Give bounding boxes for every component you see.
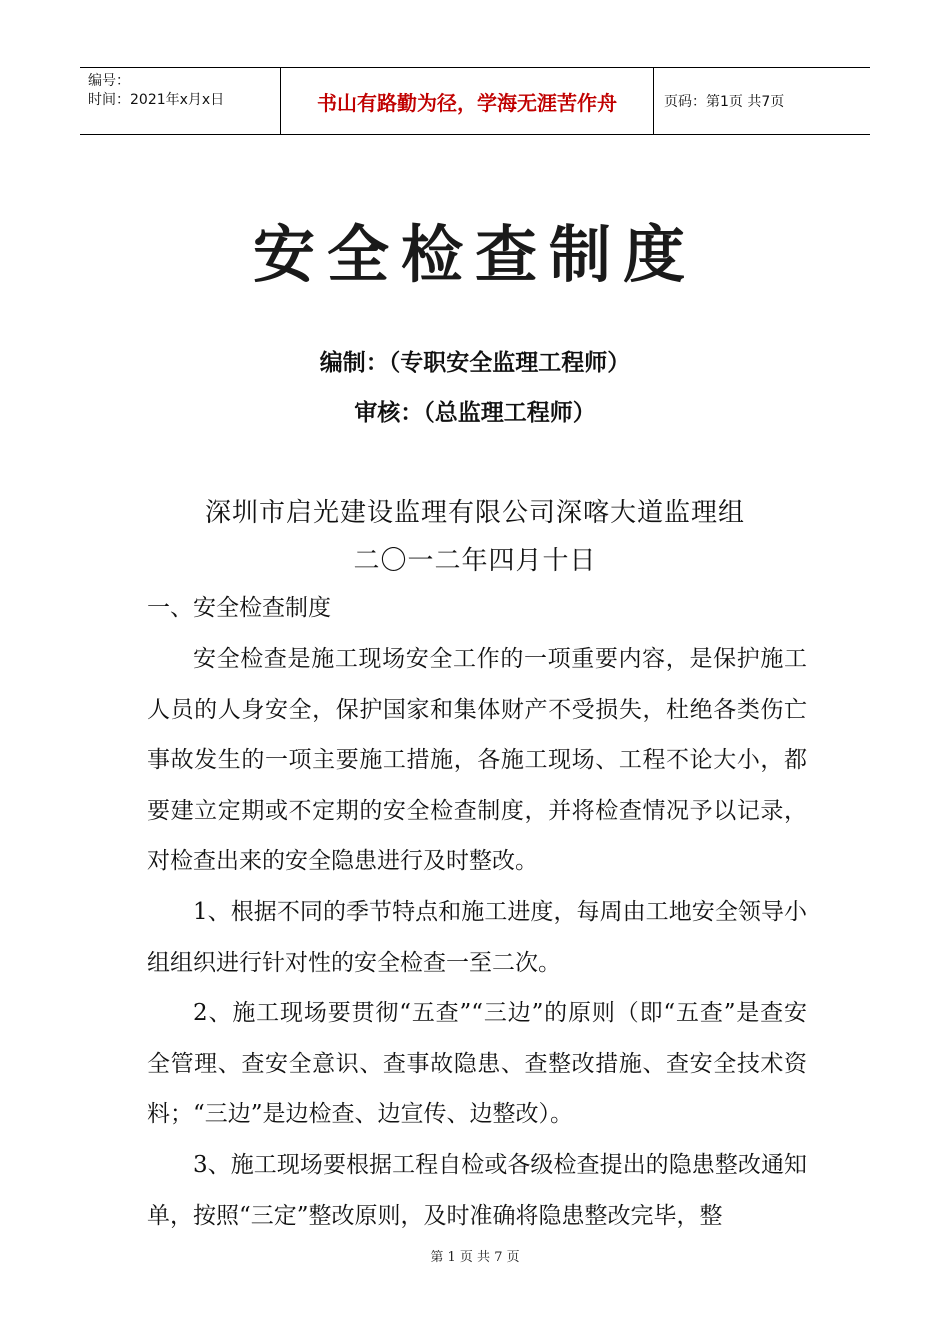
paragraph: 安全检查是施工现场安全工作的一项重要内容，是保护施工人员的人身安全，保护国家和集体财产不受损失，杜绝各类伤亡事故发生的一项主要施工措施，各施工现场、工程不论大小，都要建立定期或不定期的安全检查制度，并将检查情况予以记录，对检查出来的安全隐患进行及时整改。 <box>147 646 807 875</box>
document-number: 编号： <box>88 73 130 89</box>
paragraph: 2、施工现场要贯彻“五查”“三边”的原则（即“五查”是查安全管理、查安全意识、查事故隐患、查整改措施、查安全技术资料；“三边”是边检查、边宣传、边整改）。 <box>147 1000 807 1128</box>
paragraph: 3、施工现场要根据工程自检或各级检查提出的隐患整改通知单，按照“三定”整改原则，及时准确将隐患整改完毕，整 <box>147 1151 807 1229</box>
document-date: 二〇一二年四月十日 <box>353 546 597 576</box>
document-title: 安全检查制度 <box>252 218 697 291</box>
paragraph: 1、根据不同的季节特点和施工进度，每周由工地安全领导小组组织进行针对性的安全检查一至二次。 <box>147 898 807 976</box>
header-motto: 书山有路勤为径，学海无涯苦作舟 <box>281 68 654 134</box>
organization-name: 深圳市启光建设监理有限公司深喀大道监理组 <box>204 498 745 528</box>
document-header <box>80 67 870 135</box>
document-time: 时间：2021年x月x日 <box>88 92 225 108</box>
section-body <box>147 634 807 1241</box>
page-footer: 第 1 页 共 7 页 <box>430 1250 520 1265</box>
compiled-by: 编制：（专职安全监理工程师） <box>319 350 631 376</box>
section-heading: 一、安全检查制度 <box>147 595 331 621</box>
reviewed-by: 审核：（总监理工程师） <box>354 400 596 426</box>
header-page-info: 页码：第1页 共7页 <box>664 94 785 110</box>
header-meta <box>80 68 281 134</box>
